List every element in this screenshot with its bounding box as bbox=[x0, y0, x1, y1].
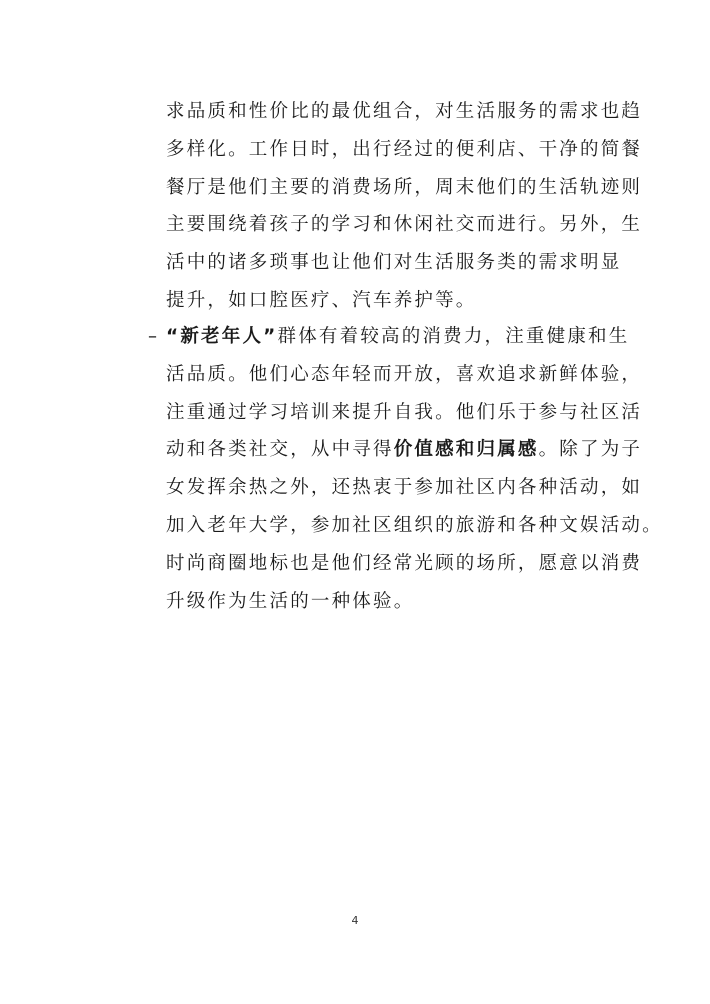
paragraph-young-family bbox=[166, 93, 643, 320]
text-line: 活品质。他们心态年轻而开放，喜欢追求新鲜体验， bbox=[166, 363, 643, 385]
text-line: 提升，如口腔医疗、汽车养护等。 bbox=[166, 289, 477, 311]
text-span: 。除了为子 bbox=[538, 439, 643, 461]
text-line: 多样化。工作日时，出行经过的便利店、干净的简餐 bbox=[166, 138, 643, 160]
text-line: 餐厅是他们主要的消费场所，周末他们的生活轨迹则 bbox=[166, 176, 643, 198]
text-line bbox=[166, 318, 630, 356]
text-line: 注重通过学习培训来提升自我。他们乐于参与社区活 bbox=[166, 401, 643, 423]
text-span: 动和各类社交，从中寻得 bbox=[166, 439, 394, 461]
list-bullet: – bbox=[148, 326, 157, 347]
text-line: 加入老年大学，参加社区组织的旅游和各种文娱活动。 bbox=[166, 514, 663, 536]
paragraph-new-elderly bbox=[166, 318, 663, 620]
text-line: 时尚商圈地标也是他们经常光顾的场所，愿意以消费 bbox=[166, 552, 643, 574]
text-line: 升级作为生活的一种体验。 bbox=[166, 590, 415, 612]
text-line: 女发挥余热之外，还热衷于参加社区内各种活动，如 bbox=[166, 477, 643, 499]
text-line: 活中的诸多琐事也让他们对生活服务类的需求明显 bbox=[166, 252, 622, 274]
text-span: 群体有着较高的消费力，注重健康和生 bbox=[277, 326, 630, 347]
emphasis-term: 价值感和归属感 bbox=[393, 439, 539, 461]
text-line: 主要围绕着孩子的学习和休闲社交而进行。另外，生 bbox=[166, 214, 643, 236]
page-number: 4 bbox=[351, 914, 359, 927]
text-line bbox=[166, 431, 643, 469]
emphasis-term: “新老年人” bbox=[166, 326, 278, 347]
text-line: 求品质和性价比的最优组合，对生活服务的需求也趋 bbox=[166, 101, 643, 122]
